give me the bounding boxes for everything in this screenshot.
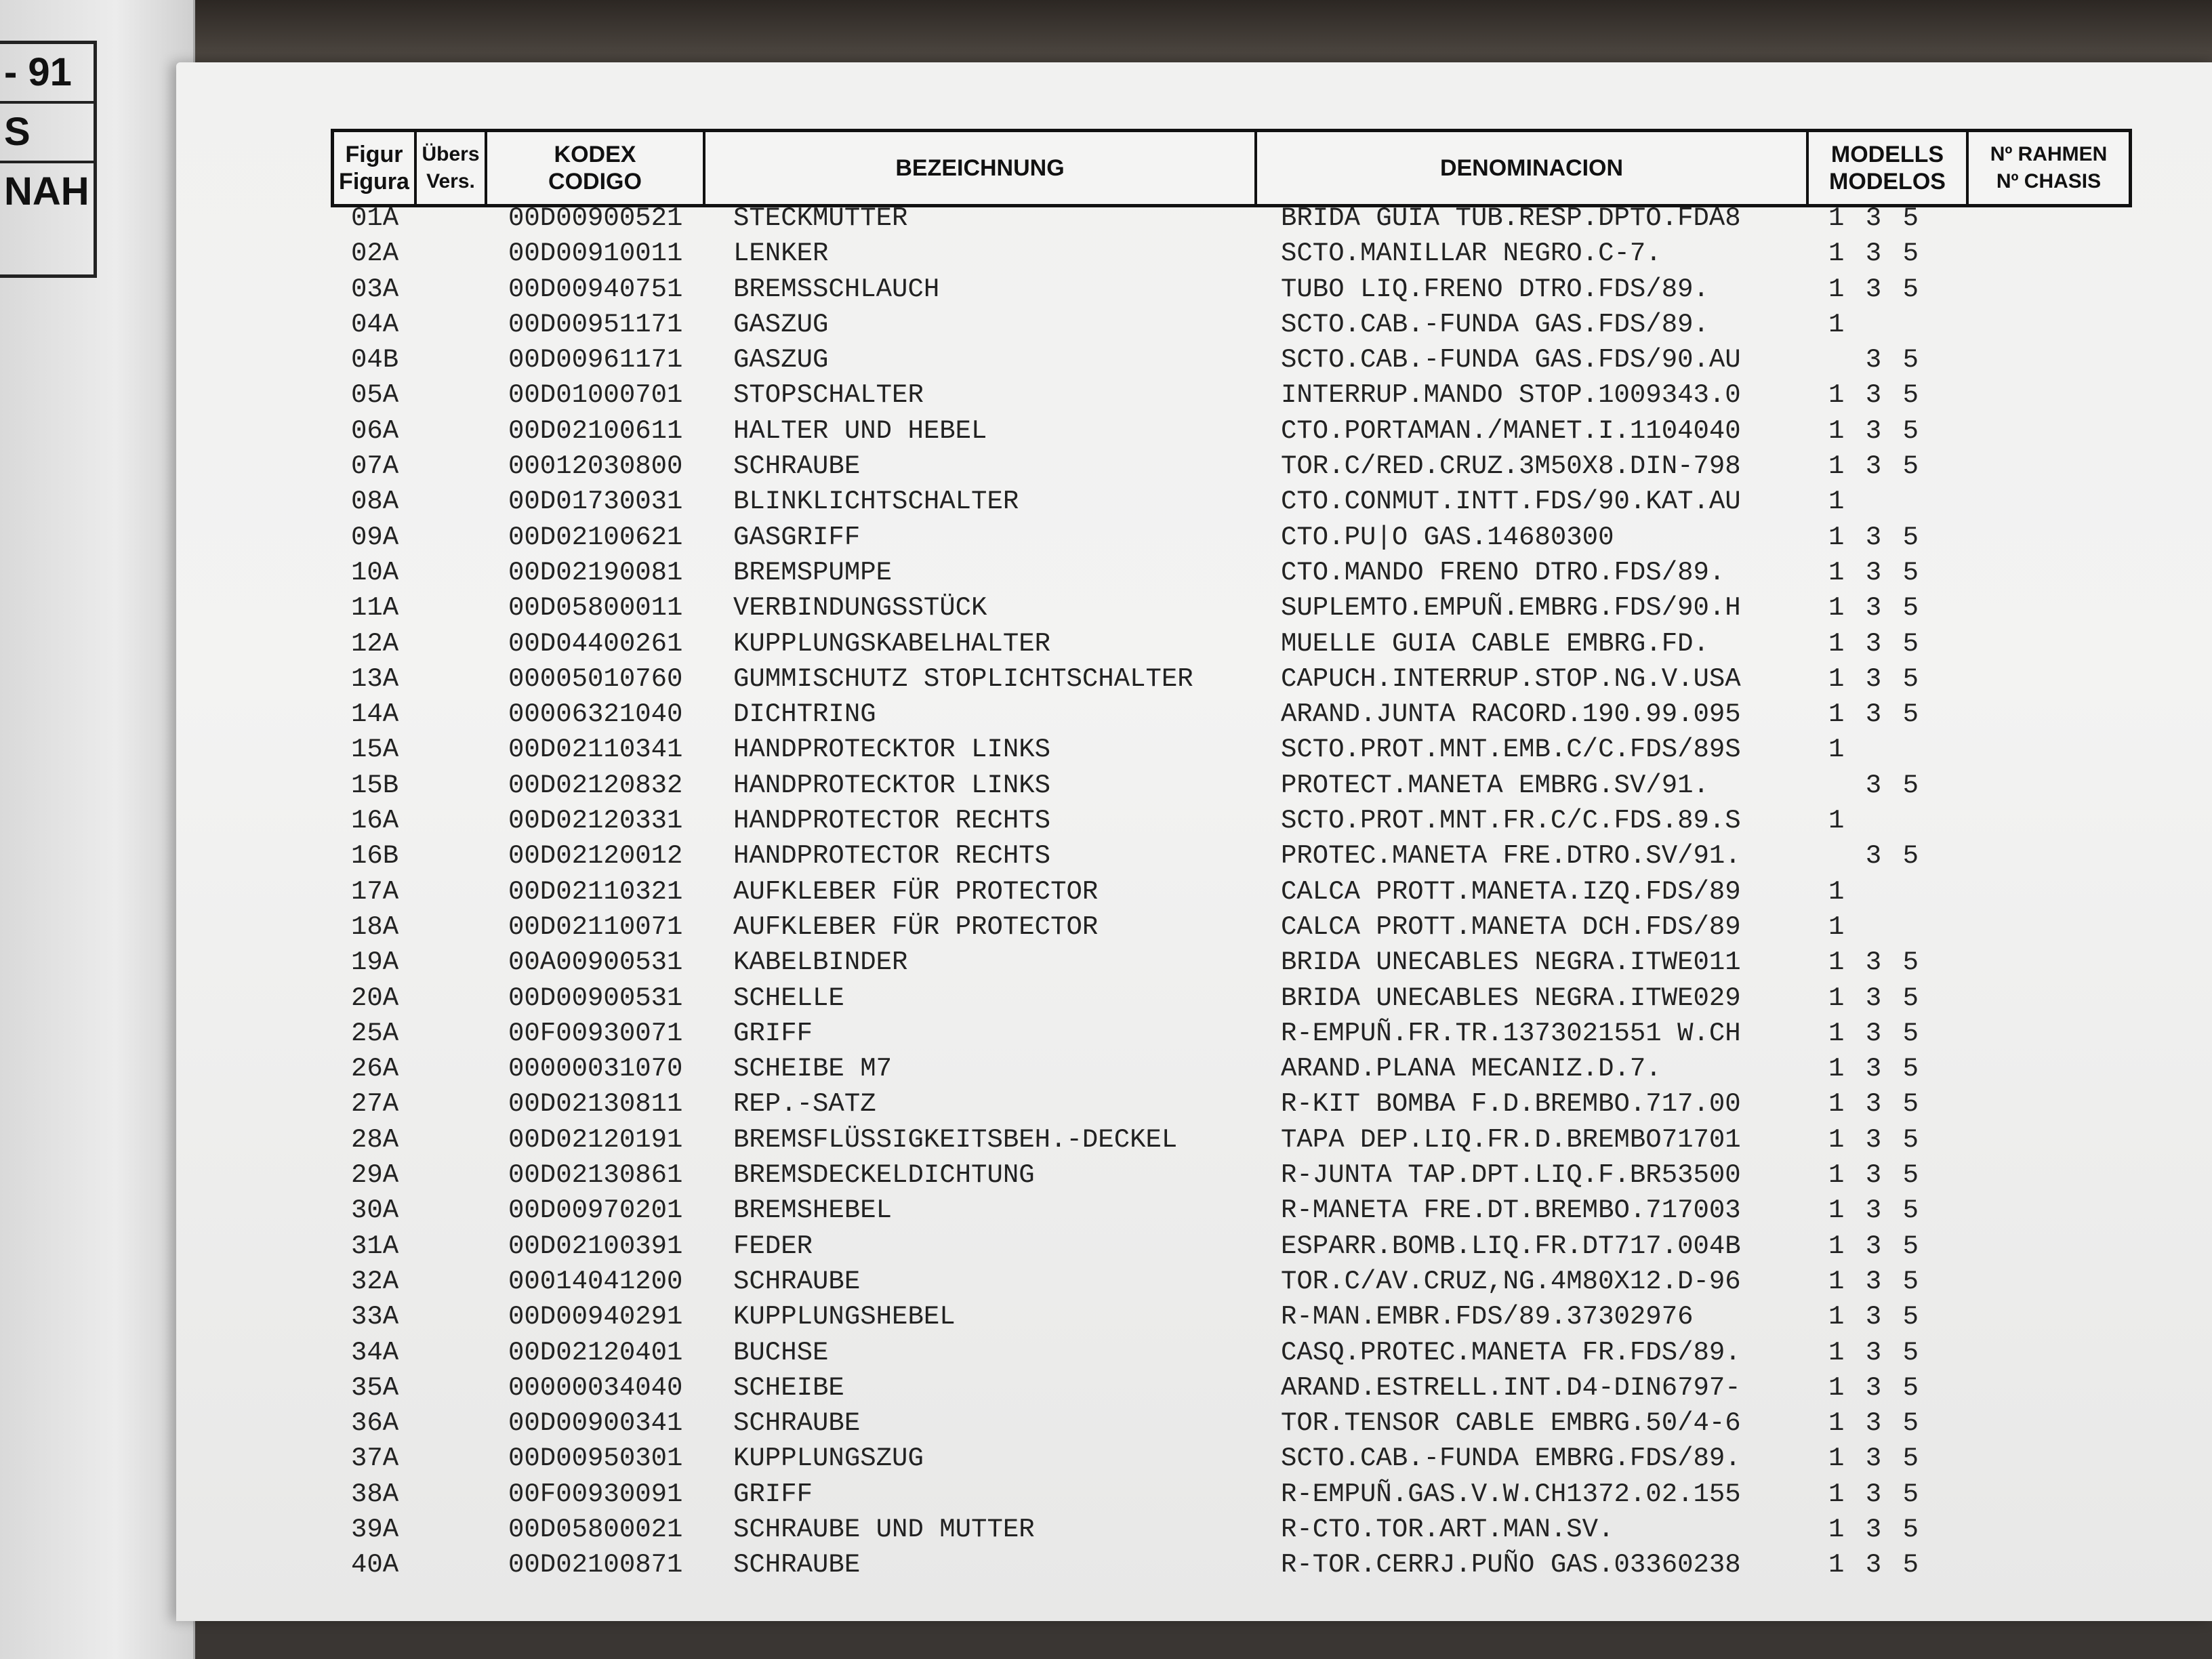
spanish-description: TOR.C/RED.CRUZ.3M50X8.DIN-798 bbox=[1281, 451, 1741, 482]
figure-number: 04B bbox=[351, 345, 399, 375]
spanish-description: SCTO.PROT.MNT.FR.C/C.FDS.89.S bbox=[1281, 806, 1741, 836]
part-code: 00014041200 bbox=[508, 1266, 683, 1296]
german-description: VERBINDUNGSSTÜCK bbox=[733, 593, 987, 623]
spanish-description: TUBO LIQ.FRENO DTRO.FDS/89. bbox=[1281, 274, 1709, 304]
part-code: 00D02190081 bbox=[508, 557, 683, 588]
figure-number: 16A bbox=[351, 806, 399, 836]
spanish-description: SCTO.PROT.MNT.EMB.C/C.FDS/89S bbox=[1281, 735, 1741, 765]
left-row-3: NAH bbox=[4, 169, 89, 213]
spanish-description: BRIDA UNECABLES NEGRA.ITWE011 bbox=[1281, 947, 1741, 978]
part-code: 00D02120401 bbox=[508, 1337, 683, 1368]
german-description: SCHRAUBE bbox=[733, 451, 861, 482]
figure-number: 05A bbox=[351, 380, 399, 411]
table-row bbox=[319, 1406, 2162, 1441]
model-list: 1 3 5 bbox=[1828, 1089, 1922, 1120]
german-description: GASZUG bbox=[733, 309, 829, 340]
table-row bbox=[319, 874, 2162, 909]
figure-number: 09A bbox=[351, 522, 399, 552]
spanish-description: R-MANETA FRE.DT.BREMBO.717003 bbox=[1281, 1195, 1741, 1226]
spanish-description: CTO.CONMUT.INTT.FDS/90.KAT.AU bbox=[1281, 487, 1741, 517]
german-description: LENKER bbox=[733, 239, 829, 269]
german-description: SCHRAUBE bbox=[733, 1550, 861, 1580]
table-row bbox=[319, 484, 2162, 519]
table-row bbox=[319, 1512, 2162, 1547]
table-row bbox=[319, 661, 2162, 697]
german-description: KUPPLUNGSKABELHALTER bbox=[733, 628, 1051, 659]
figure-number: 15A bbox=[351, 735, 399, 765]
model-list: 1 3 5 bbox=[1828, 451, 1922, 482]
spanish-description: R-JUNTA TAP.DPT.LIQ.F.BR53500 bbox=[1281, 1160, 1741, 1191]
spanish-description: R-TOR.CERRJ.PUÑO GAS.03360238 bbox=[1281, 1550, 1741, 1580]
model-list: 1 3 5 bbox=[1828, 699, 1922, 730]
spanish-description: R-MAN.EMBR.FDS/89.37302976 bbox=[1281, 1302, 1694, 1332]
part-code: 00D00950301 bbox=[508, 1443, 683, 1474]
spanish-description: CALCA PROTT.MANETA DCH.FDS/89 bbox=[1281, 912, 1741, 942]
part-code: 00D04400261 bbox=[508, 628, 683, 659]
figure-number: 02A bbox=[351, 239, 399, 269]
model-list: 1 3 5 bbox=[1828, 557, 1922, 588]
part-code: 00D02110321 bbox=[508, 876, 683, 907]
part-code: 00D02120832 bbox=[508, 770, 683, 800]
part-code: 00012030800 bbox=[508, 451, 683, 482]
model-list: 1 bbox=[1828, 309, 1847, 340]
table-row bbox=[319, 272, 2162, 307]
german-description: REP.-SATZ bbox=[733, 1089, 876, 1120]
part-code: 00D00900341 bbox=[508, 1408, 683, 1439]
header-modells: MODELLS MODELOS bbox=[1809, 132, 1969, 204]
german-description: BREMSDECKELDICHTUNG bbox=[733, 1160, 1035, 1191]
part-code: 00D02100621 bbox=[508, 522, 683, 552]
table-row bbox=[319, 1122, 2162, 1158]
german-description: KUPPLUNGSHEBEL bbox=[733, 1302, 956, 1332]
model-list: 1 3 5 bbox=[1828, 1550, 1922, 1580]
model-list: 1 3 5 bbox=[1828, 415, 1922, 446]
parts-list bbox=[319, 201, 2162, 1583]
model-list: 1 3 5 bbox=[1828, 1124, 1922, 1155]
part-code: 00D02100611 bbox=[508, 415, 683, 446]
figure-number: 06A bbox=[351, 415, 399, 446]
model-list: 3 5 bbox=[1828, 770, 1922, 800]
spanish-description: ARAND.JUNTA RACORD.190.99.095 bbox=[1281, 699, 1741, 730]
figure-number: 13A bbox=[351, 663, 399, 694]
model-list: 1 3 5 bbox=[1828, 1054, 1922, 1084]
table-row bbox=[319, 236, 2162, 271]
part-code: 00D02120012 bbox=[508, 841, 683, 872]
figure-number: 34A bbox=[351, 1337, 399, 1368]
spanish-description: BRIDA UNECABLES NEGRA.ITWE029 bbox=[1281, 983, 1741, 1013]
german-description: GRIFF bbox=[733, 1479, 813, 1509]
german-description: AUFKLEBER FÜR PROTECTOR bbox=[733, 912, 1099, 942]
spanish-description: R-KIT BOMBA F.D.BREMBO.717.00 bbox=[1281, 1089, 1741, 1120]
spanish-description: PROTEC.MANETA FRE.DTRO.SV/91. bbox=[1281, 841, 1741, 872]
table-row bbox=[319, 1299, 2162, 1334]
model-list: 1 bbox=[1828, 487, 1847, 517]
table-row bbox=[319, 1051, 2162, 1086]
part-code: 00D00961171 bbox=[508, 345, 683, 375]
model-list: 1 3 5 bbox=[1828, 1408, 1922, 1439]
spanish-description: ESPARR.BOMB.LIQ.FR.DT717.004B bbox=[1281, 1231, 1741, 1261]
spanish-description: CASQ.PROTEC.MANETA FR.FDS/89. bbox=[1281, 1337, 1741, 1368]
model-list: 1 3 5 bbox=[1828, 1160, 1922, 1191]
part-code: 00D01730031 bbox=[508, 487, 683, 517]
figure-number: 16B bbox=[351, 841, 399, 872]
figure-number: 14A bbox=[351, 699, 399, 730]
model-list: 1 3 5 bbox=[1828, 1479, 1922, 1509]
part-code: 00D00910011 bbox=[508, 239, 683, 269]
table-row bbox=[319, 449, 2162, 484]
figure-number: 10A bbox=[351, 557, 399, 588]
part-code: 00D00900531 bbox=[508, 983, 683, 1013]
table-row bbox=[319, 1547, 2162, 1582]
figure-number: 08A bbox=[351, 487, 399, 517]
german-description: GUMMISCHUTZ STOPLICHTSCHALTER bbox=[733, 663, 1193, 694]
german-description: KUPPLUNGSZUG bbox=[733, 1443, 924, 1474]
spanish-description: CTO.PORTAMAN./MANET.I.1104040 bbox=[1281, 415, 1741, 446]
model-list: 1 3 5 bbox=[1828, 274, 1922, 304]
header-bezeichnung: BEZEICHNUNG bbox=[705, 132, 1257, 204]
part-code: 00D05800011 bbox=[508, 593, 683, 623]
table-row bbox=[319, 1086, 2162, 1122]
spanish-description: TOR.C/AV.CRUZ,NG.4M80X12.D-96 bbox=[1281, 1266, 1741, 1296]
table-row bbox=[319, 342, 2162, 377]
german-description: BREMSHEBEL bbox=[733, 1195, 893, 1226]
part-code: 00D02130861 bbox=[508, 1160, 683, 1191]
table-row bbox=[319, 413, 2162, 449]
table-row bbox=[319, 909, 2162, 945]
figure-number: 37A bbox=[351, 1443, 399, 1474]
german-description: HANDPROTECKTOR LINKS bbox=[733, 770, 1051, 800]
figure-number: 29A bbox=[351, 1160, 399, 1191]
table-row bbox=[319, 520, 2162, 555]
model-list: 1 3 5 bbox=[1828, 628, 1922, 659]
spanish-description: MUELLE GUIA CABLE EMBRG.FD. bbox=[1281, 628, 1709, 659]
figure-number: 39A bbox=[351, 1514, 399, 1544]
spanish-description: SCTO.CAB.-FUNDA GAS.FDS/90.AU bbox=[1281, 345, 1741, 375]
model-list: 1 3 5 bbox=[1828, 1514, 1922, 1544]
model-list: 1 bbox=[1828, 876, 1847, 907]
table-row bbox=[319, 201, 2162, 236]
german-description: SCHEIBE M7 bbox=[733, 1054, 893, 1084]
header-kodex: KODEX CODIGO bbox=[487, 132, 705, 204]
model-list: 1 3 5 bbox=[1828, 203, 1922, 233]
figure-number: 31A bbox=[351, 1231, 399, 1261]
part-code: 00F00930071 bbox=[508, 1018, 683, 1048]
german-description: KABELBINDER bbox=[733, 947, 908, 978]
model-list: 1 3 5 bbox=[1828, 1337, 1922, 1368]
figure-number: 30A bbox=[351, 1195, 399, 1226]
model-list: 1 3 5 bbox=[1828, 947, 1922, 978]
figure-number: 12A bbox=[351, 628, 399, 659]
table-row bbox=[319, 838, 2162, 874]
german-description: STOPSCHALTER bbox=[733, 380, 924, 411]
spanish-description: ARAND.ESTRELL.INT.D4-DIN6797- bbox=[1281, 1372, 1741, 1403]
table-row bbox=[319, 307, 2162, 342]
german-description: BREMSPUMPE bbox=[733, 557, 893, 588]
figure-number: 40A bbox=[351, 1550, 399, 1580]
header-figur: Figur Figura bbox=[334, 132, 417, 204]
table-row bbox=[319, 1016, 2162, 1051]
german-description: HANDPROTECKTOR LINKS bbox=[733, 735, 1051, 765]
model-list: 1 3 5 bbox=[1828, 1018, 1922, 1048]
german-description: GASZUG bbox=[733, 345, 829, 375]
model-list: 1 3 5 bbox=[1828, 1266, 1922, 1296]
part-code: 00D02110341 bbox=[508, 735, 683, 765]
figure-number: 03A bbox=[351, 274, 399, 304]
part-code: 00000034040 bbox=[508, 1372, 683, 1403]
part-code: 00006321040 bbox=[508, 699, 683, 730]
left-page-box bbox=[0, 41, 97, 278]
part-code: 00D02130811 bbox=[508, 1089, 683, 1120]
spanish-description: CTO.PU|O GAS.14680300 bbox=[1281, 522, 1614, 552]
model-list: 1 3 5 bbox=[1828, 522, 1922, 552]
german-description: AUFKLEBER FÜR PROTECTOR bbox=[733, 876, 1099, 907]
spanish-description: TAPA DEP.LIQ.FR.D.BREMBO71701 bbox=[1281, 1124, 1741, 1155]
spanish-description: SCTO.CAB.-FUNDA GAS.FDS/89. bbox=[1281, 309, 1709, 340]
part-code: 00000031070 bbox=[508, 1054, 683, 1084]
figure-number: 04A bbox=[351, 309, 399, 340]
table-row bbox=[319, 803, 2162, 838]
part-code: 00005010760 bbox=[508, 663, 683, 694]
spanish-description: CAPUCH.INTERRUP.STOP.NG.V.USA bbox=[1281, 663, 1741, 694]
part-code: 00D00970201 bbox=[508, 1195, 683, 1226]
table-row bbox=[319, 697, 2162, 732]
german-description: SCHRAUBE bbox=[733, 1408, 861, 1439]
part-code: 00D02110071 bbox=[508, 912, 683, 942]
model-list: 1 3 5 bbox=[1828, 380, 1922, 411]
spanish-description: SUPLEMTO.EMPUÑ.EMBRG.FDS/90.H bbox=[1281, 593, 1741, 623]
header-rahmen: Nº RAHMEN Nº CHASIS bbox=[1990, 143, 2108, 192]
table-row bbox=[319, 1335, 2162, 1370]
spanish-description: R-EMPUÑ.GAS.V.W.CH1372.02.155 bbox=[1281, 1479, 1741, 1509]
table-row bbox=[319, 1158, 2162, 1193]
model-list: 1 3 5 bbox=[1828, 1443, 1922, 1474]
part-code: 00A00900531 bbox=[508, 947, 683, 978]
figure-number: 07A bbox=[351, 451, 399, 482]
model-list: 1 3 5 bbox=[1828, 239, 1922, 269]
left-row-1: - 91 bbox=[0, 44, 94, 104]
table-row bbox=[319, 1193, 2162, 1228]
model-list: 3 5 bbox=[1828, 345, 1922, 375]
table-row bbox=[319, 377, 2162, 413]
table-row bbox=[319, 981, 2162, 1016]
part-code: 00D05800021 bbox=[508, 1514, 683, 1544]
table-row bbox=[319, 1370, 2162, 1406]
german-description: BREMSSCHLAUCH bbox=[733, 274, 940, 304]
model-list: 1 bbox=[1828, 912, 1847, 942]
figure-number: 25A bbox=[351, 1018, 399, 1048]
part-code: 00D02120191 bbox=[508, 1124, 683, 1155]
spanish-description: TOR.TENSOR CABLE EMBRG.50/4-6 bbox=[1281, 1408, 1741, 1439]
table-header bbox=[331, 129, 2132, 207]
left-page bbox=[0, 0, 195, 1659]
spanish-description: CALCA PROTT.MANETA.IZQ.FDS/89 bbox=[1281, 876, 1741, 907]
spanish-description: ARAND.PLANA MECANIZ.D.7. bbox=[1281, 1054, 1662, 1084]
german-description: SCHEIBE bbox=[733, 1372, 844, 1403]
figure-number: 01A bbox=[351, 203, 399, 233]
table-row bbox=[319, 945, 2162, 980]
spanish-description: BRIDA GUIA TUB.RESP.DPTO.FDA8 bbox=[1281, 203, 1741, 233]
german-description: SCHRAUBE bbox=[733, 1266, 861, 1296]
model-list: 1 3 5 bbox=[1828, 1195, 1922, 1226]
part-code: 00D00940291 bbox=[508, 1302, 683, 1332]
part-code: 00D00900521 bbox=[508, 203, 683, 233]
german-description: BLINKLICHTSCHALTER bbox=[733, 487, 1019, 517]
model-list: 1 3 5 bbox=[1828, 593, 1922, 623]
german-description: FEDER bbox=[733, 1231, 813, 1261]
figure-number: 38A bbox=[351, 1479, 399, 1509]
part-code: 00D01000701 bbox=[508, 380, 683, 411]
table-row bbox=[319, 1441, 2162, 1476]
model-list: 1 3 5 bbox=[1828, 1372, 1922, 1403]
german-description: DICHTRING bbox=[733, 699, 876, 730]
table-row bbox=[319, 1477, 2162, 1512]
table-row bbox=[319, 1229, 2162, 1264]
model-list: 1 bbox=[1828, 735, 1847, 765]
figure-number: 17A bbox=[351, 876, 399, 907]
model-list: 1 3 5 bbox=[1828, 983, 1922, 1013]
table-row bbox=[319, 626, 2162, 661]
part-code: 00D02100391 bbox=[508, 1231, 683, 1261]
table-row bbox=[319, 1264, 2162, 1299]
figure-number: 28A bbox=[351, 1124, 399, 1155]
spanish-description: SCTO.MANILLAR NEGRO.C-7. bbox=[1281, 239, 1662, 269]
spanish-description: CTO.MANDO FRENO DTRO.FDS/89. bbox=[1281, 557, 1725, 588]
german-description: GASGRIFF bbox=[733, 522, 861, 552]
german-description: SCHRAUBE UND MUTTER bbox=[733, 1514, 1035, 1544]
table-row bbox=[319, 590, 2162, 626]
figure-number: 27A bbox=[351, 1089, 399, 1120]
part-code: 00D02120331 bbox=[508, 806, 683, 836]
figure-number: 32A bbox=[351, 1266, 399, 1296]
german-description: STECKMUTTER bbox=[733, 203, 908, 233]
figure-number: 33A bbox=[351, 1302, 399, 1332]
german-description: BREMSFLÜSSIGKEITSBEH.-DECKEL bbox=[733, 1124, 1178, 1155]
figure-number: 20A bbox=[351, 983, 399, 1013]
model-list: 1 3 5 bbox=[1828, 1302, 1922, 1332]
model-list: 1 3 5 bbox=[1828, 663, 1922, 694]
figure-number: 19A bbox=[351, 947, 399, 978]
spanish-description: SCTO.CAB.-FUNDA EMBRG.FDS/89. bbox=[1281, 1443, 1741, 1474]
spanish-description: PROTECT.MANETA EMBRG.SV/91. bbox=[1281, 770, 1709, 800]
table-row bbox=[319, 768, 2162, 803]
spanish-description: R-CTO.TOR.ART.MAN.SV. bbox=[1281, 1514, 1614, 1544]
german-description: GRIFF bbox=[733, 1018, 813, 1048]
german-description: HALTER UND HEBEL bbox=[733, 415, 987, 446]
table-row bbox=[319, 732, 2162, 767]
spanish-description: R-EMPUÑ.FR.TR.1373021551 W.CH bbox=[1281, 1018, 1741, 1048]
model-list: 1 3 5 bbox=[1828, 1231, 1922, 1261]
german-description: HANDPROTECTOR RECHTS bbox=[733, 841, 1051, 872]
figure-number: 11A bbox=[351, 593, 399, 623]
left-row-2: S bbox=[0, 104, 94, 163]
part-code: 00D02100871 bbox=[508, 1550, 683, 1580]
part-code: 00F00930091 bbox=[508, 1479, 683, 1509]
figure-number: 35A bbox=[351, 1372, 399, 1403]
figure-number: 18A bbox=[351, 912, 399, 942]
header-ubers: Übers Vers. bbox=[417, 132, 487, 204]
part-code: 00D00940751 bbox=[508, 274, 683, 304]
german-description: HANDPROTECTOR RECHTS bbox=[733, 806, 1051, 836]
table-row bbox=[319, 555, 2162, 590]
figure-number: 15B bbox=[351, 770, 399, 800]
figure-number: 36A bbox=[351, 1408, 399, 1439]
german-description: SCHELLE bbox=[733, 983, 844, 1013]
spanish-description: INTERRUP.MANDO STOP.1009343.0 bbox=[1281, 380, 1741, 411]
model-list: 3 5 bbox=[1828, 841, 1922, 872]
header-denominacion: DENOMINACION bbox=[1257, 132, 1809, 204]
part-code: 00D00951171 bbox=[508, 309, 683, 340]
german-description: BUCHSE bbox=[733, 1337, 829, 1368]
model-list: 1 bbox=[1828, 806, 1847, 836]
figure-number: 26A bbox=[351, 1054, 399, 1084]
